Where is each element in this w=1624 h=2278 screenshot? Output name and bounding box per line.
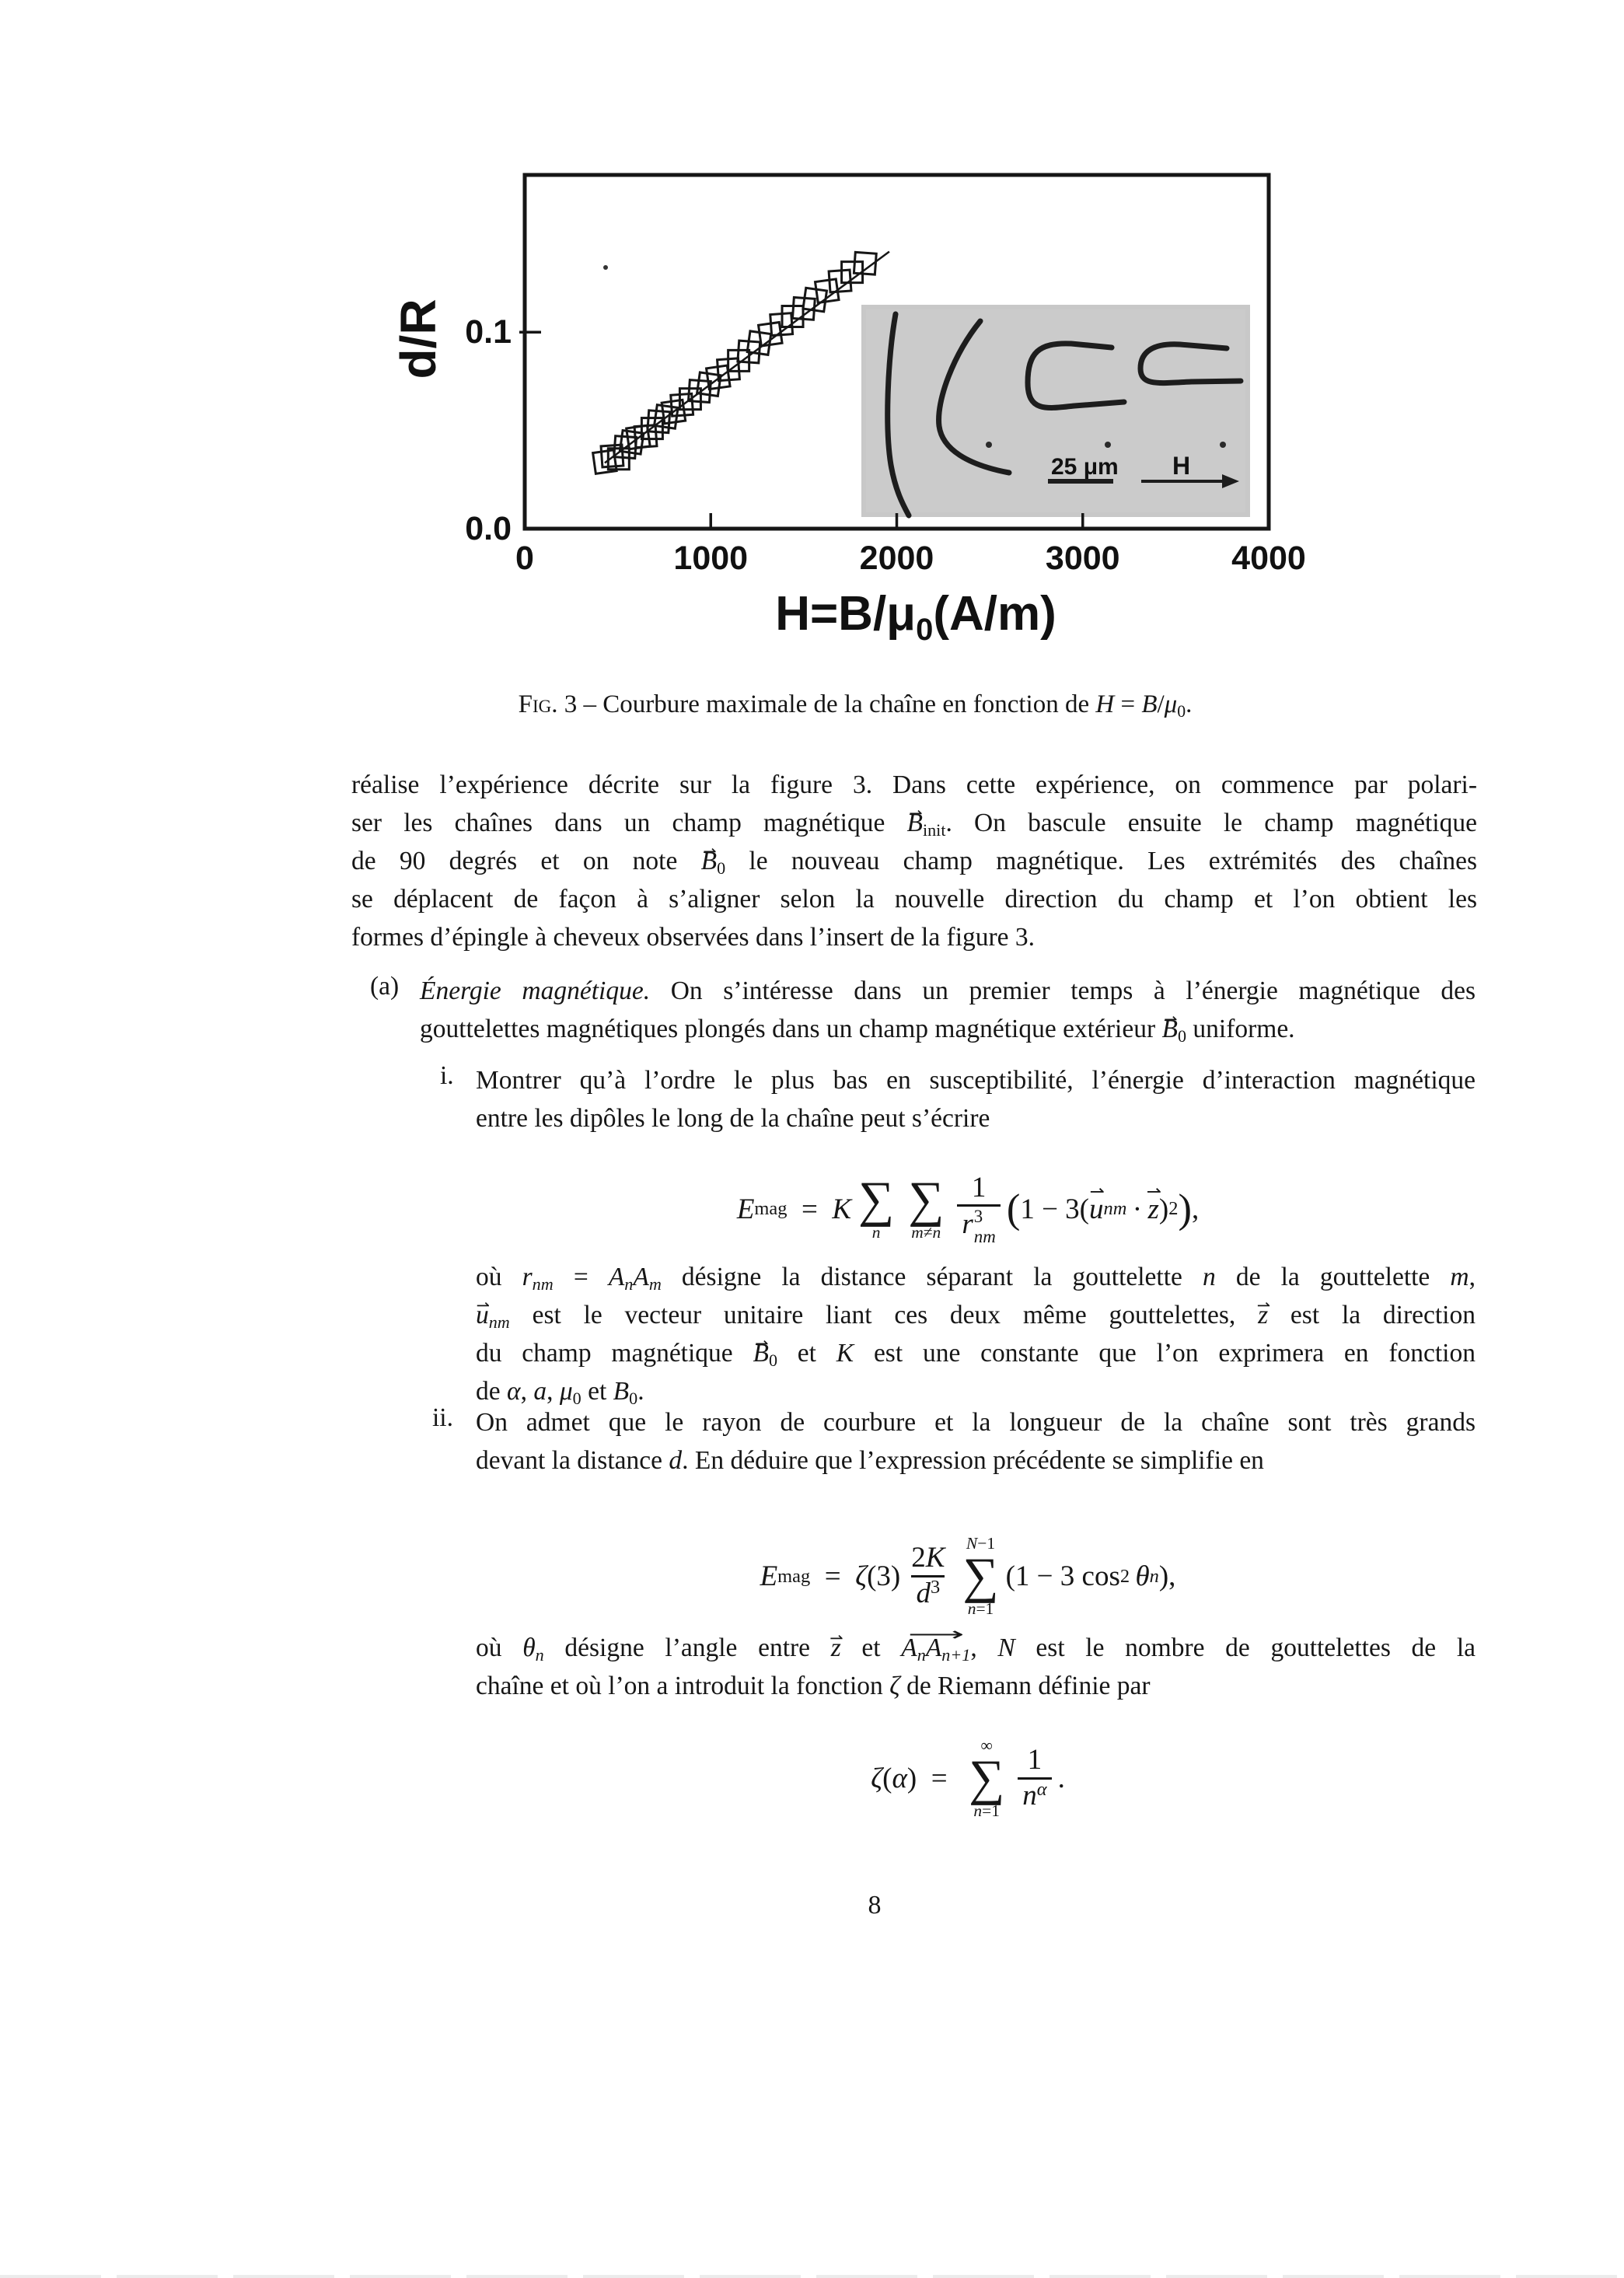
text-line: de α, a, $\mu_0$ et $B_0$. bbox=[476, 1377, 644, 1409]
text-line: gouttelettes magnétiques plongés dans un champ magnétique extérieur ⇀ $B_0$ uniforme. bbox=[420, 1010, 1476, 1048]
item-ii-text bbox=[476, 1403, 1476, 1480]
data-point-square bbox=[634, 425, 657, 448]
equation-emag-zeta: E mag = ζ (3) $\frac{2K}{d^3}$ N−1 ∑ n=1 (1 − 3 cos 2 θ n ), bbox=[760, 1534, 1176, 1619]
item-a-text bbox=[420, 972, 1476, 1048]
item-i-text bbox=[476, 1061, 1476, 1137]
text-line: formes d’épingle à cheveux observées dans l’insert de la figure 3. bbox=[351, 923, 1036, 952]
item-a-label: (a) bbox=[370, 972, 400, 1001]
inset-speck bbox=[1105, 442, 1111, 448]
inset-microscopy-image bbox=[861, 305, 1250, 517]
text-line: où $r_{nm} = A_nA_m$ désigne la distance séparant la gouttelette n de la gouttelette m, bbox=[476, 1263, 1476, 1294]
item-i-label: i. bbox=[440, 1061, 454, 1090]
x-tick-label: 3000 bbox=[1045, 540, 1120, 577]
scatter-squares bbox=[593, 252, 877, 473]
field-direction-label: H bbox=[1172, 452, 1191, 480]
text-line: On admet que le rayon de courbure et la longueur de la chaîne sont très grands bbox=[476, 1408, 1476, 1437]
x-tick-label: 2000 bbox=[859, 540, 934, 577]
text-line: ser les chaînes dans un champ magnétique ⇀ $B_{init}$. On bascule ensuite le champ magnétique bbox=[351, 804, 1477, 842]
paragraph-experiment bbox=[351, 766, 1477, 956]
inset-speck bbox=[986, 442, 992, 448]
x-axis-label: $H=B/\mu_0(A/m)$ bbox=[775, 587, 1056, 647]
paragraph-theta-definition bbox=[476, 1629, 1476, 1705]
text-line: réalise l’expérience décrite sur la figure 3. Dans cette expérience, on commence par polari- bbox=[351, 770, 1477, 799]
y-tick-label: 0.0 bbox=[465, 510, 512, 547]
text-line: de 90 degrés et on note ⇀ $B_0$ le nouveau champ magnétique. Les extrémités des chaînes bbox=[351, 842, 1477, 880]
y-tick-label: 0.1 bbox=[465, 313, 512, 351]
scale-bar-label: 25 μm bbox=[1051, 454, 1119, 480]
text-line: où $\theta_n$ désigne l’angle entre ⇀ z et ⟶ $A_nA_{n+1}$, N est le nombre de gouttelettes de la bbox=[476, 1629, 1476, 1667]
equation-emag-sum: E mag = K ∑ n ∑ m≠n 1 r 3 nm ( 1 − 3( ⇀ u nm · ⇀ z ) 2 ) ,​ bbox=[468, 1143, 1468, 1275]
plot-speck bbox=[603, 265, 608, 270]
paragraph-rnm-definition bbox=[476, 1258, 1476, 1410]
text-line: Montrer qu’à l’ordre le plus bas en susceptibilité, l’énergie d’interaction magnétique bbox=[476, 1066, 1476, 1095]
text-line: devant la distance d. En déduire que l’expression précédente se simplifie en bbox=[476, 1446, 1264, 1475]
x-tick-label: 1000 bbox=[673, 540, 749, 577]
inset-speck bbox=[1220, 442, 1226, 448]
text-line: du champ magnétique ⇀ $B_0$ et K est une constante que l’on exprimera en fonction bbox=[476, 1334, 1476, 1372]
item-ii-label: ii. bbox=[432, 1403, 453, 1432]
text-line: se déplacent de façon à s’aligner selon la nouvelle direction du champ et l’on obtient les bbox=[351, 885, 1477, 914]
text-line: chaîne et où l’on a introduit la fonction ζ de Riemann définie par bbox=[476, 1672, 1151, 1700]
text-line: Énergie magnétique. On s’intéresse dans un premier temps à l’énergie magnétique des bbox=[420, 977, 1476, 1005]
text-line: entre les dipôles le long de la chaîne peut s’écrire bbox=[476, 1104, 990, 1133]
x-tick-label: 0 bbox=[515, 540, 534, 577]
figure-3-chart bbox=[389, 93, 1322, 715]
figure-caption: Fig. 3 – Courbure maximale de la chaîne en fonction de $H = B/\mu_0$. bbox=[518, 690, 1193, 721]
x-tick-label: 4000 bbox=[1231, 540, 1306, 577]
page-number: 8 bbox=[868, 1891, 882, 1920]
y-axis-label: d/R bbox=[390, 299, 446, 379]
equation-riemann-zeta: ζ ( α ) = ∞ ∑ n=1 $\frac{1}{n^\alpha}$ . bbox=[871, 1736, 1065, 1821]
text-line: ⇀ $u_{nm}$ est le vecteur unitaire liant ces deux même gouttelettes, ⇀ z est la direction bbox=[476, 1296, 1476, 1334]
scan-edge-artifact bbox=[0, 2275, 1624, 2278]
